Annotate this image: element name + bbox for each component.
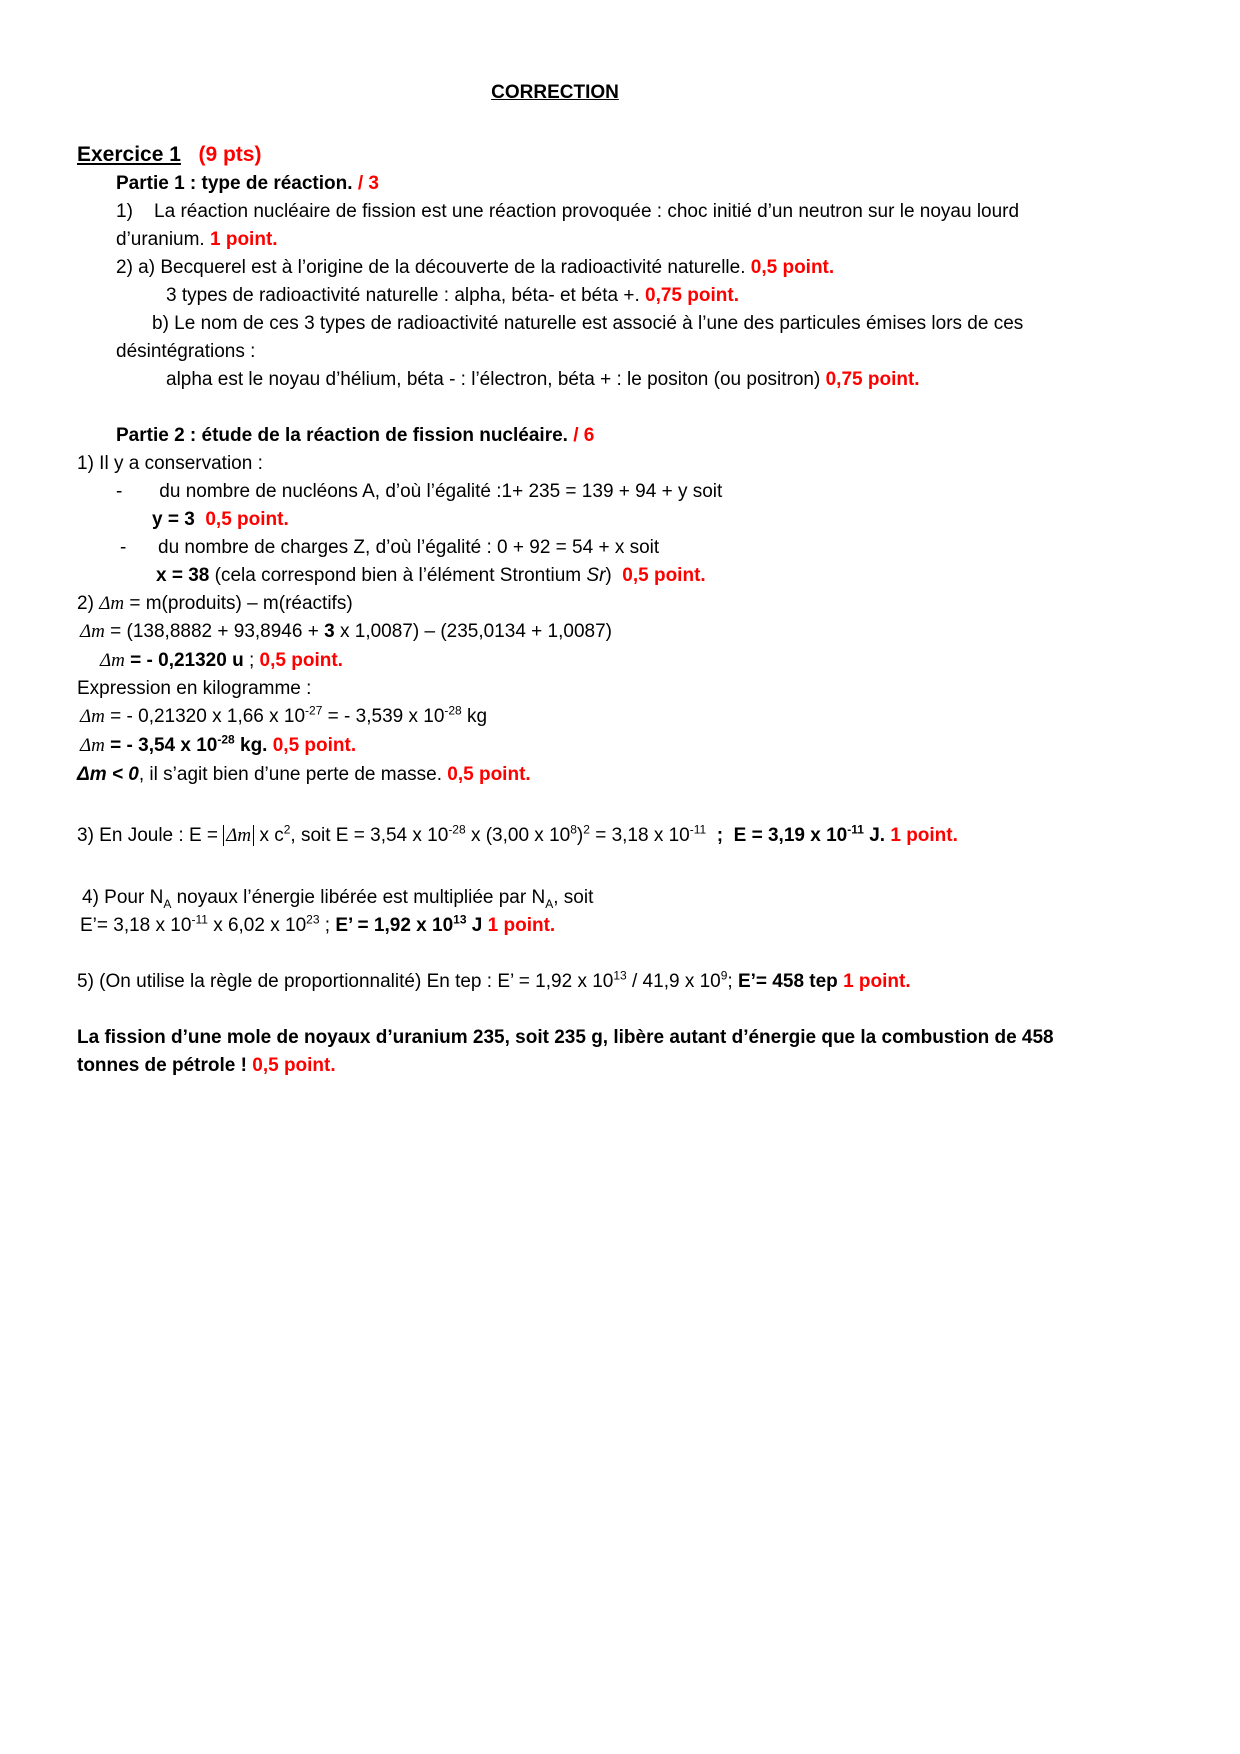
p2-q1-b-note-post: ) [605, 565, 612, 586]
p2-q5-line [77, 968, 911, 996]
p1-q1-num: 1) [116, 201, 133, 222]
exercise-heading [77, 141, 261, 169]
exercise-points: (9 pts) [198, 143, 262, 166]
abs-delta-m: Δm [223, 825, 254, 846]
p2-q4-calc-a: E’= 3,18 x 10 [80, 915, 192, 936]
p2-q2-calc-line [80, 618, 612, 646]
p1-q2a-types-points: 0,75 point. [645, 285, 739, 306]
p1-q2b-points: 0,75 point. [825, 369, 920, 390]
delta-m-symbol: Δm [99, 593, 125, 614]
part1-title: Partie 1 : type de réaction. [116, 173, 353, 194]
exercise-label: Exercice 1 [77, 143, 181, 166]
p2-q3-close: ) [576, 825, 584, 846]
p2-q2-kg-final-exp: -28 [217, 732, 235, 747]
p2-q3-mid2: x (3,00 x 10 [470, 825, 571, 846]
p2-q2-loss-condition: Δm < 0 [77, 764, 139, 785]
p2-q4-calc-b: x 6,02 x 10 [213, 915, 307, 936]
p2-q5-exp1: 13 [613, 968, 627, 983]
conclusion-points: 0,5 point. [252, 1055, 336, 1076]
p1-q1-text2: d’uranium. [116, 229, 205, 250]
p2-q4-line2 [80, 912, 555, 940]
page-title: CORRECTION [491, 82, 619, 103]
p2-q5-text-b: / 41,9 x 10 [632, 971, 721, 992]
p2-q1-a-dash: - [116, 481, 123, 502]
p2-q1-b-dash: - [120, 537, 127, 558]
p2-q2-kg-final-line [80, 732, 356, 760]
p2-q5-text-a: 5) (On utilise la règle de proportionnalité) En tep : E’ = 1,92 x 10 [77, 971, 614, 992]
conclusion-line2 [77, 1052, 336, 1080]
p2-q3-e2: 8 [570, 822, 577, 837]
p2-q4-exp1: -11 [191, 912, 208, 927]
conclusion-line1: La fission d’une mole de noyaux d’uranium 235, soit 235 g, libère autant d’énergie que la combustion de 458 [77, 1027, 1054, 1048]
p1-q1-line1 [116, 198, 1019, 226]
delta-m-symbol: Δm [80, 735, 105, 756]
p2-q1-b-result: x = 38 [156, 565, 210, 586]
conclusion-text2: tonnes de pétrole ! [77, 1055, 247, 1076]
part2-score: / 6 [573, 425, 595, 446]
p2-q4-calc-c: ; [324, 915, 331, 936]
p2-q4-sub-b: A [545, 896, 554, 911]
p2-q2-kg-calc-b: = - 3,539 x 10 [327, 706, 445, 727]
p2-q1-a-result: y = 3 [152, 509, 195, 530]
part1-heading [116, 170, 379, 198]
p2-q2-def: = m(produits) – m(réactifs) [129, 593, 353, 614]
p2-q1-b-note-pre: (cela correspond bien à l’élément Strontium [214, 565, 582, 586]
p2-q2-result-points: 0,5 point. [259, 650, 343, 671]
p2-q3-final-unit: J. [869, 825, 886, 846]
p2-q5-text-c: ; [727, 971, 733, 992]
p1-q2b-line3 [166, 366, 920, 394]
part1-score: / 3 [357, 173, 379, 194]
p2-q2-kg-unit: kg [467, 706, 488, 727]
p2-q1-b-line [120, 534, 659, 562]
p2-q1-a-line [116, 478, 722, 506]
p2-q2-kg-exp1: -27 [305, 703, 323, 718]
p1-q2b-line1: b) Le nom de ces 3 types de radioactivité naturelle est associé à l’une des particules émises lors de ces [152, 313, 1024, 334]
p1-q2b-line2: désintégrations : [116, 341, 256, 362]
p2-q1-a-text: du nombre de nucléons A, d’où l’égalité :1+ 235 = 139 + 94 + y soit [159, 481, 723, 502]
p2-q3-c-exp: 2 [283, 822, 291, 837]
p2-q2-calc-b: 3 [324, 621, 335, 642]
p2-q3-points: 1 point. [890, 825, 958, 846]
p2-q2-result: = - 0,21320 u [130, 650, 244, 671]
p1-q2a-line [116, 254, 834, 282]
p2-q1-b-text: du nombre de charges Z, d’où l’égalité : 0 + 92 = 54 + x soit [158, 537, 660, 558]
p2-q2-loss-points: 0,5 point. [447, 764, 531, 785]
p2-q4-text-c: , soit [553, 887, 594, 908]
p2-q5-exp2: 9 [720, 968, 728, 983]
p2-q2-def-line [77, 590, 353, 618]
p2-q4-exp2: 23 [306, 912, 320, 927]
p2-q5-final: E’= 458 tep [737, 971, 838, 992]
p2-q3-line [77, 822, 958, 850]
p2-q2-kg-exp2: -28 [444, 703, 462, 718]
part2-title: Partie 2 : étude de la réaction de fission nucléaire. [116, 425, 568, 446]
p1-q2a-points: 0,5 point. [750, 257, 835, 278]
part2-heading [116, 422, 594, 450]
p2-q4-line1 [82, 884, 593, 912]
delta-m-symbol: Δm [80, 706, 105, 727]
p2-q4-text-b: noyaux l’énergie libérée est multipliée par N [176, 887, 546, 908]
p2-q4-final-unit: J [471, 915, 483, 936]
p1-q2a-text: 2) a) Becquerel est à l’origine de la découverte de la radioactivité naturelle. [116, 257, 746, 278]
p1-q1-points: 1 point. [210, 229, 278, 250]
p2-q2-kg-final-unit: kg. [240, 735, 268, 756]
p2-q5-points: 1 point. [843, 971, 911, 992]
p2-q1-b-note-symbol: Sr [586, 565, 606, 586]
p2-q3-e1: -28 [448, 822, 466, 837]
p2-q4-sub-a: A [163, 896, 172, 911]
p1-q2a-types-text: 3 types de radioactivité naturelle : alpha, béta- et béta +. [166, 285, 640, 306]
p2-q2-loss-text: , il s’agit bien d’une perte de masse. [138, 764, 442, 785]
p2-q2-kg-final: = - 3,54 x 10 [110, 735, 218, 756]
p1-q2a-types-line [166, 282, 739, 310]
p1-q2b-text3: alpha est le noyau d’hélium, béta - : l’électron, béta + : le positon (ou positron) [166, 369, 821, 390]
p2-q2-calc-c: x 1,0087) – (235,0134 + 1,0087) [339, 621, 612, 642]
p2-q1-a-points: 0,5 point. [205, 509, 289, 530]
p2-q1-intro: 1) Il y a conservation : [77, 453, 263, 474]
p2-q2-kg-calc-line [80, 703, 487, 731]
p2-q2-loss-line [77, 761, 531, 789]
p2-q1-b-points: 0,5 point. [622, 565, 706, 586]
p2-q2-result-sep: ; [248, 650, 255, 671]
p2-q1-b-result-line [156, 562, 706, 590]
p2-q4-text-a: 4) Pour N [82, 887, 164, 908]
p2-q3-after-abs: x c [259, 825, 284, 846]
p2-q4-final-exp: 13 [453, 912, 467, 927]
p1-q1-text: La réaction nucléaire de fission est une réaction provoquée : choc initié d’un neutron sur le noyau lourd [154, 201, 1020, 222]
p2-q3-mid: , soit E = 3,54 x 10 [290, 825, 449, 846]
p2-q2-calc-a: = (138,8882 + 93,8946 + [110, 621, 319, 642]
p2-q2-result-line [100, 647, 343, 675]
p2-q4-points: 1 point. [487, 915, 556, 936]
p2-q2-kg-calc-a: = - 0,21320 x 1,66 x 10 [110, 706, 306, 727]
p2-q3-e4: -11 [689, 822, 707, 837]
p2-q3-e3: 2 [583, 822, 590, 837]
p2-q3-sep: ; [716, 825, 724, 846]
p2-q2-kg-points: 0,5 point. [272, 735, 357, 756]
p2-q1-a-result-line [152, 506, 289, 534]
p2-q3-pre: 3) En Joule : E = [77, 825, 218, 846]
p2-q3-final-exp: -11 [847, 822, 864, 837]
delta-m-symbol: Δm [80, 621, 105, 642]
p2-q4-final: E’ = 1,92 x 10 [335, 915, 454, 936]
p1-q1-line2 [116, 226, 278, 254]
delta-m-symbol: Δm [100, 650, 125, 671]
p2-q2-num: 2) [77, 593, 94, 614]
p2-q3-mid3: = 3,18 x 10 [595, 825, 690, 846]
p2-q2-kg-label: Expression en kilogramme : [77, 678, 312, 699]
p2-q3-final: E = 3,19 x 10 [733, 825, 848, 846]
